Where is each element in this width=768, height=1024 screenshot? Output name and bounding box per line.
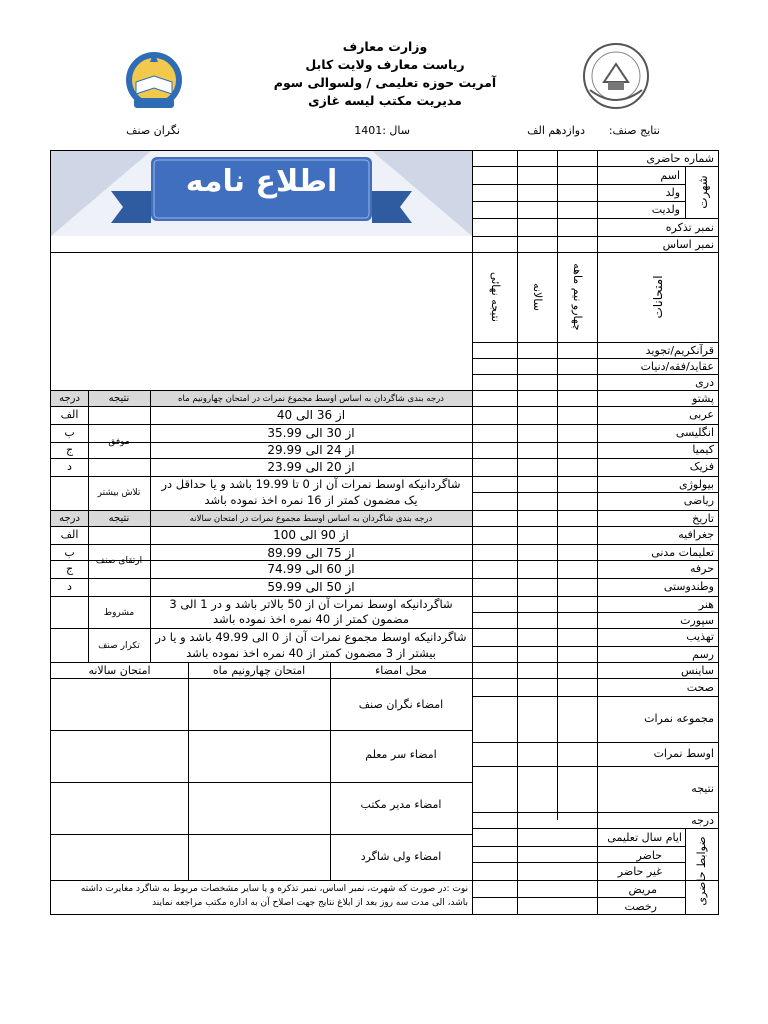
subject-label: تاریخ — [692, 512, 714, 525]
subject-label: پشتو — [692, 392, 714, 405]
average-marks-label: اوسط نمرات — [653, 747, 714, 760]
grade-letter: ج — [65, 443, 74, 456]
national-emblem-icon — [580, 40, 652, 112]
midterm-exam-header: چهارو نیم ماهه — [571, 263, 584, 331]
exams-label: امتحانات — [651, 275, 665, 319]
repeat-class-label: تکرار صنف — [98, 641, 140, 651]
class-name: دوازدهم الف — [527, 124, 585, 137]
teacher-label: نگران صنف — [126, 124, 180, 137]
attendance-criteria-label: ضوابط حاضری — [695, 836, 708, 906]
ministry-logo-icon — [122, 40, 186, 112]
header-school: مدیریت مکتب لیسه غازی — [308, 93, 462, 108]
subject-label: صحت — [686, 681, 714, 694]
subject-label: ساینس — [681, 664, 714, 677]
more-effort-label: تلاش بیشتر — [97, 488, 141, 498]
subject-label: جغرافیه — [678, 528, 714, 541]
note-line2: باشد، الی مدت سه روز بعد از ابلاغ نتایج جهت اصلاح آن به اداره مکتب مراجعه نمایند — [152, 898, 468, 908]
subject-label: قرآنکریم/تجوید — [645, 344, 714, 357]
guardian-signature-label: امضاء ولی شاگرد — [360, 850, 442, 863]
grade-letter: الف — [60, 408, 79, 421]
year-label: سال :1401 — [354, 124, 410, 137]
subject-label: ریاضی — [683, 494, 714, 507]
name-label: اسم — [660, 169, 680, 182]
subject-label: بیولوژی — [678, 478, 714, 491]
attendance-item: غیر حاضر — [617, 865, 662, 878]
grade-header: درجه — [59, 393, 80, 404]
note-line1: نوت :در صورت که شهرت، نمبر اساس، نمبر تذکره و یا سایر مشخصات مربوط به شاگرد مغایرت داشته — [80, 884, 468, 894]
effort-criteria-line2: یک مضمون کمتر از 16 نمره اخذ نموده باشد — [204, 493, 418, 507]
father-name-label: ولد — [665, 186, 680, 199]
attendance-item: حاضر — [636, 849, 662, 862]
grade-label: درجه — [691, 814, 714, 827]
repeat-criteria-line1: شاگردانیکه اوسط مجموع نمرات آن از 0 الی 49.99 باشد و یا در — [155, 630, 467, 644]
promoted-label: ارتقای صنف — [95, 556, 143, 566]
principal-signature-label: امضاء مدیر مکتب — [360, 798, 442, 811]
subject-label: فزیک — [689, 460, 714, 473]
attendance-number-label: شماره حاضری — [646, 152, 714, 165]
effort-criteria-line1: شاگردانیکه اوسط نمرات آن از 0 تا 19.99 باشد و یا حداقل در — [161, 477, 461, 491]
attendance-item: مریض — [628, 883, 657, 896]
conditional-criteria-line1: شاگردانیکه اوسط نمرات آن از 50 بالاتر باشد و در 1 الی 3 — [169, 597, 453, 611]
grade-range: از 24 الی 29.99 — [267, 443, 355, 457]
grade-range: از 75 الی 89.99 — [267, 546, 355, 560]
final-result-header: نتیجه نهائی — [489, 272, 502, 322]
subject-label: عربی — [689, 408, 714, 421]
subject-label: حرفه — [689, 562, 714, 575]
grandfather-name-label: ولدیت — [651, 203, 680, 216]
asas-number-label: نمبر اساس — [662, 238, 714, 251]
subject-label: تهذیب — [686, 630, 714, 643]
grade-letter: الف — [60, 528, 79, 541]
grade-range: از 36 الی 40 — [276, 408, 346, 422]
annual-grading-title: درجه بندی شاگردان به اساس اوسط مجموع نمرات در امتحان سالانه — [189, 514, 433, 524]
grade-letter: ب — [64, 546, 75, 559]
subject-label: تعلیمات مدنی — [651, 546, 714, 559]
class-result-label: نتایج صنف: — [608, 124, 660, 137]
header-directorate: ریاست معارف ولایت کابل — [305, 57, 465, 72]
result-header: نتیجه — [108, 513, 130, 524]
subject-label: رسم — [692, 648, 714, 661]
subject-label: سپورت — [680, 614, 714, 627]
header-ministry: وزارت معارف — [342, 39, 428, 54]
head-teacher-signature-label: امضاء سر معلم — [365, 748, 437, 761]
midterm-grading-title: درجه بندی شاگردان به اساس اوسط مجموع نمرات در امتحان چهارونیم ماه — [178, 394, 444, 404]
banner-title: اطلاع نامه — [185, 164, 338, 199]
subject-label: عقاید/فقه/دنیات — [640, 360, 714, 373]
subject-label: انگلیسی — [675, 426, 714, 439]
midterm-exam-column-header: امتحان چهارونیم ماه — [212, 664, 306, 677]
subject-label: وطندوستی — [663, 580, 714, 593]
shohrat-label: شهرت — [696, 175, 710, 209]
annual-exam-column-header: امتحان سالانه — [88, 664, 151, 677]
grade-letter: د — [67, 460, 72, 473]
conditional-label: مشروط — [103, 608, 135, 618]
grade-letter: ج — [65, 562, 74, 575]
grade-range: از 90 الی 100 — [273, 528, 349, 542]
subject-label: دری — [695, 376, 714, 389]
attendance-item: رخصت — [624, 900, 657, 913]
result-label: نتیجه — [691, 782, 714, 795]
signature-place-header: محل امضاء — [375, 664, 427, 677]
tazkira-label: نمبر تذکره — [665, 221, 714, 234]
grade-range: از 50 الی 59.99 — [267, 580, 355, 594]
subject-label: هنر — [698, 598, 714, 611]
grade-letter: د — [67, 580, 72, 593]
pass-label: موفق — [108, 437, 130, 447]
grade-range: از 60 الی 74.99 — [267, 562, 355, 576]
grade-header: درجه — [59, 513, 80, 524]
teacher-signature-label: امضاء نگران صنف — [358, 698, 444, 711]
conditional-criteria-line2: مضمون کمتر از 40 نمره اخذ نموده باشد — [213, 612, 409, 626]
subject-label: کیمیا — [692, 443, 714, 456]
total-marks-label: مجموعه نمرات — [644, 712, 714, 725]
result-header: نتیجه — [108, 393, 130, 404]
grade-letter: ب — [64, 426, 75, 439]
grade-range: از 30 الی 35.99 — [267, 426, 355, 440]
repeat-criteria-line2: بیشتر از 3 مضمون کمتر از 40 نمره اخذ نموده باشد — [186, 646, 436, 660]
attendance-item: ایام سال تعلیمی — [607, 831, 682, 844]
annual-exam-header: سالانه — [531, 283, 544, 311]
grade-range: از 20 الی 23.99 — [267, 460, 355, 474]
header-zone: آمریت حوزه تعلیمی / ولسوالی سوم — [273, 75, 497, 90]
